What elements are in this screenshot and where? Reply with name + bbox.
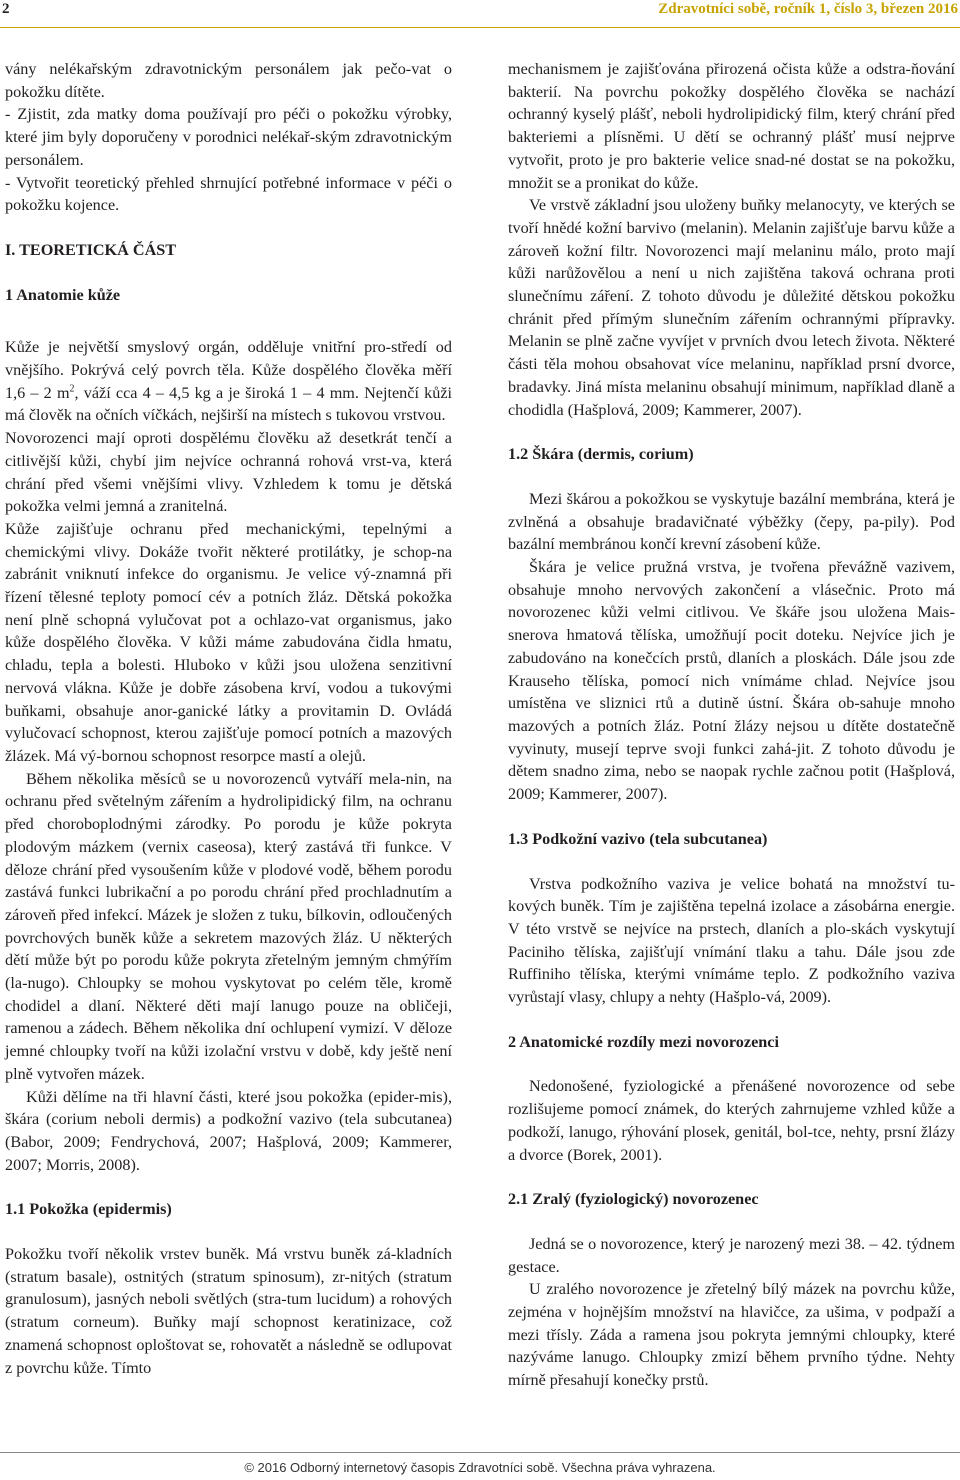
paragraph: Kůže zajišťuje ochranu před mechanickými, tepelnými a chemickými vlivy. Dokáže tvořit některé protilátky, je schop-na zabránit vniknutí infekce do organismu. Je velice vý-znamná při řízení tělesné teploty pomocí cév a potních žláz. Dětská pokožka není plně schopná vylučovat pot a ochlazo-vat organismus, jako kůže dospělého člověka. V kůži máme zabudována čidla hmatu, chladu, tepla a bolesti. Hluboko v kůži jsou uložena senzitivní nervová vlákna. Kůže je dobře zásobena krví, vodou a tukovými buňkami, obsahuje anor-ganické látky a provitamin D. Ovládá vylučovací schopnost, kterou zajišťuje pomocí potních a mazových žlázek. Má vý-bornou schopnost resorpce mastí a olejů. <box>5 519 452 765</box>
page-footer <box>0 1452 960 1480</box>
paragraph: Ve vrstvě základní jsou uloženy buňky melanocyty, ve kterých se tvoří hnědé kožní barvivo (melanin). Melanin zajišťuje barvu kůže a zároveň kožní filtr. Novorozenci mají melaninu málo, proto mají kůži narůžovělou a není u nich zajištěna taková ochrana proti slunečnímu záření. Z tohoto důvodu je důležité dětskou pokožku chránit před přímým slunečním zářením ochrannými přípravky. Melanin se plně začne vyvíjet v prvních dvou letech života. Některé části těla mohou obsahovat více melaninu, například prsní dvorce, bradavky. Jiná místa melaninu obsahují minimum, například dlaně a chodidla (Hašplová, 2009; Kammerer, 2007). <box>508 196 955 419</box>
section-title: 2 Anatomické rozdíly mezi novorozenci <box>508 1032 779 1051</box>
section-title: 1 Anatomie kůže <box>5 285 121 304</box>
part-title: I. TEORETICKÁ ČÁST <box>5 240 177 259</box>
section-title: 1.1 Pokožka (epidermis) <box>5 1200 172 1219</box>
section-title: 2.1 Zralý (fyziologický) novorozenec <box>508 1190 759 1209</box>
intro-line: - Zjistit, zda matky doma používají pro péči o pokožku výrobky, které jim byly doporučeny v porodnici nelékař-ským zdravotnickým personálem. <box>5 105 452 169</box>
copyright-text: © 2016 Odborný internetový časopis Zdravotníci sobě. Všechna práva vyhrazena. <box>244 1460 716 1475</box>
footer-rule <box>0 1452 960 1453</box>
page-number: 2 <box>2 1 10 17</box>
journal-title: Zdravotníci sobě, ročník 1, číslo 3, březen 2016 <box>658 1 958 17</box>
page-header <box>0 0 960 22</box>
intro-line: vány nelékařským zdravotnickým personálem jak pečo-vat o pokožku dítěte. <box>5 60 452 101</box>
paragraph: Nedonošené, fyziologické a přenášené novorozence od sebe rozlišujeme pomocí známek, do kterých zahrnujeme vzhled kůže a podkoží, lanugo, rýhování plosek, genitál, bol-tce, nehty, prsní žlázy a dvorce (Borek, 2001). <box>508 1077 955 1164</box>
paragraph: Kůži dělíme na tři hlavní části, které jsou pokožka (epider-mis), škára (corium neboli dermis) a podkožní vazivo (tela subcutanea) (Babor, 2009; Fendrychová, 2007; Hašplová, 2009; Kammerer, 2007; Morris, 2008). <box>5 1087 452 1174</box>
superscript: 2 <box>69 383 75 395</box>
paragraph: Během několika měsíců se u novorozenců vytváří mela-nin, na ochranu před světelným zářením a hydrolipidický film, na ochranu před choroboplodnými zárodky. Po porodu je kůže pokryta plodovým mázkem (vernix caseosa), který zastává tři funkce. V děloze chrání před vysoušením kůže v plodové vodě, během porodu zastává funkci lubrikační a po porodu chrání před prochladnutím a zároveň před infekcí. Mázek je složen z tuku, bílkovin, odloučených povrchových buněk kůže a sekretem mazových žláz. U některých dětí může být po porodu kůže pokryta zřetelným jemným chmýřím (la-nugo). Chloupky se mohou vyskytovat po celém těle, kromě chodidel a dlaní. Některé děti mají lanugo pouze na obličeji, ramenou a zádech. Během několika dní ochlupení vymizí. V děloze jemné chloupky tvoří na kůži izolační vrstvu v době, kdy ještě není plně vytvořen mázek. <box>5 769 452 1083</box>
section-title: 1.2 Škára (dermis, corium) <box>508 445 694 464</box>
paragraph: Novorozenci mají oproti dospělému člověku až desetkrát tenčí a citlivější kůži, chybí jim nejvíce ochranná rohová vrst-va, která chrání před všemi vnějšími vlivy. Vzhledem k tomu je dětská pokožka velmi jemná a zranitelná. <box>5 429 452 516</box>
paragraph: Pokožku tvoří několik vrstev buněk. Má vrstvu buněk zá-kladních (stratum basale), ostnitých (stratum spinosum), zr-nitých (stratum granulosum), jasných neboli světlých (stra-tum lucidum) a rohových (stratum corneum). Buňky mají schopnost keratinizace, což znamená schopnost oploštovat se, rohovatět a následně se odlupovat z povrchu kůže. Tímto <box>5 1245 452 1377</box>
intro-line: - Vytvořit teoretický přehled shrnující potřebné informace v péči o pokožku kojence. <box>5 173 452 215</box>
paragraph: Kůže je největší smyslový orgán, odděluje vnitřní pro-středí od vnějšího. Pokrývá celý povrch těla. Kůže dospělého člověka měří 1,6 – 2 $m^2$, váží cca 4 – 4,5 kg a je široká 1 – 4 mm. Nejtenčí kůži má člověk na očních víčkách, nejširší na místech s tukovou vrstvou. <box>5 338 452 425</box>
paragraph: Vrstva podkožního vaziva je velice bohatá na množství tu-kových buněk. Tím je zajištěna tepelná izolace a zásobárna energie. V této vrstvě se nejvíce na prstech, dlaních a plo-skách vyskytují Paciniho tělíska, zajišťují vnímání tlaku a tahu. Dále jsou zde Ruffiniho tělíska, kterými vnímáme teplo. Z podkožního vaziva vyrůstají vlasy, chlupy a nehty (Hašplo-vá, 2009). <box>508 874 955 1007</box>
paragraph: Škára je velice pružná vrstva, je tvořena převážně vazivem, obsahuje mnoho nervových zakončení a vlásečnic. Proto má novorozenec kůži velmi citlivou. Ve škáře jsou uložena Mais-snerova hmatová tělíska, umožňují pocit doteku. Nejvíce jich je zabudováno na konečcích prstů, dlaních a ploskách. Dále jsou zde Krauseho tělíska, pomocí nich vnímáme chlad. Nejvíce jsou umístěna ve sliznici rtů a dutině ústní. Škára ob-sahuje mnoho mazových a potních žláz. Potní žlázy nejsou u dítěte dostatečně vyvinuty, musejí teprve svoji funkci zahá-jit. Z tohoto důvodu je dětem snadno zima, nebo se naopak rychle začnou potit (Hašplová, 2009; Kammerer, 2007). <box>508 558 955 804</box>
header-rule <box>0 27 960 28</box>
paragraph: Mezi škárou a pokožkou se vyskytuje bazální membrána, která je zvlněná a obsahuje bradavičnaté výběžky (čepy, pa-pily). Pod bazální membránou končí krevní zásobení kůže. <box>508 489 955 554</box>
left-column <box>5 58 452 1379</box>
paragraph: Jedná se o novorozence, který je narozený mezi 38. – 42. týdnem gestace. <box>508 1234 955 1276</box>
right-column <box>508 58 955 1392</box>
paragraph: mechanismem je zajišťována přirozená očista kůže a odstra-ňování bakterií. Na povrchu pokožky dospělého člověka se nachází ochranný kyselý plášť, neboli hydrolipidický film, který chrání před bakteriemi a plísněmi. U dětí se ochranný plášť musí nejprve vytvořit, proto je pro bakterie velice snad-né dostat se na pokožku, množit se a pronikat do kůže. <box>508 60 955 192</box>
paragraph: U zralého novorozence je zřetelný bílý mázek na povrchu kůže, zejména v hojnějším množství na hlavičce, za ušima, v podpaží a mezi třísly. Záda a ramena jsou pokryta jemnými chloupky, které nazýváme lanugo. Chloupky zmizí během prvního týdne. Nehty mírně přesahují konečky prstů. <box>508 1280 955 1390</box>
section-title: 1.3 Podkožní vazivo (tela subcutanea) <box>508 829 768 848</box>
